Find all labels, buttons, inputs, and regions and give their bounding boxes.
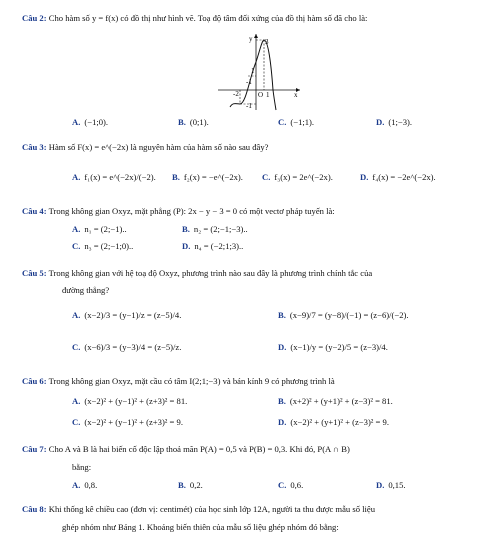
question-7-text: Câu 7: Cho A và B là hai biến cố độc lập thoả mãn P(A) = 0,5 và P(B) = 0,3. Khi đó, P(A ∩ B) (22, 444, 350, 454)
origin-label: O (258, 91, 264, 99)
question-7-text-cont: bằng: (72, 462, 92, 472)
q6-option-c[interactable]: C. (x−2)² + (y−1)² + (z+3)² = 9. (72, 417, 183, 427)
option-letter: C. (72, 241, 81, 251)
function-graph (216, 32, 302, 112)
q4-option-c[interactable]: C. n₃ = (2;−1;0).. (72, 241, 134, 251)
q5-option-c[interactable]: C. (x−6)/3 = (y−3)/4 = (z−5)/z. (72, 342, 182, 352)
option-letter: A. (72, 310, 81, 320)
q4-option-d[interactable]: D. n₄ = (−2;1;3).. (182, 241, 244, 251)
option-letter: C. (72, 342, 81, 352)
option-letter: B. (178, 117, 186, 127)
option-letter: B. (278, 310, 286, 320)
option-letter: A. (72, 117, 81, 127)
option-letter: A. (72, 224, 81, 234)
question-3-text: Câu 3: Hàm số F(x) = e^(−2x) là nguyên hàm của hàm số nào sau đây? (22, 142, 269, 152)
option-letter: D. (278, 417, 287, 427)
q7-option-b[interactable]: B. 0,2. (178, 480, 203, 490)
option-letter: D. (360, 172, 369, 182)
q2-option-d[interactable]: D. (1;−3). (376, 117, 413, 127)
q2-option-a[interactable]: A. (−1;0). (72, 117, 109, 127)
y-tick-3: 3 (265, 38, 269, 46)
q3-option-a[interactable]: A. f₁(x) = e^(−2x)/(−2). (72, 172, 156, 182)
question-8-text-cont: ghép nhóm như Bảng 1. Khoảng biến thiên của mẫu số liệu ghép nhóm đó bằng: (62, 522, 339, 532)
x-tick-minus2: -2 (233, 90, 239, 98)
option-letter: D. (376, 480, 385, 490)
question-2-text: Câu 2: Cho hàm số y = f(x) có đồ thị như hình vẽ. Toạ độ tâm đối xứng của đồ thị hàm số đã cho là: (22, 13, 368, 23)
x-tick-1: 1 (266, 91, 270, 99)
q2-option-b[interactable]: B. (0;1). (178, 117, 209, 127)
q7-option-d[interactable]: D. 0,15. (376, 480, 406, 490)
option-letter: B. (172, 172, 180, 182)
q6-option-b[interactable]: B. (x+2)² + (y+1)² + (z−3)² = 81. (278, 396, 393, 406)
question-4-text: Câu 4: Trong không gian Oxyz, mặt phẳng (P): 2x − y − 3 = 0 có một vectơ pháp tuyến là: (22, 206, 335, 216)
question-5-text-cont: đường thẳng? (62, 285, 110, 295)
option-letter: C. (72, 417, 81, 427)
q4-option-b[interactable]: B. n₂ = (2;−1;−3).. (182, 224, 248, 234)
option-letter: C. (278, 480, 287, 490)
option-letter: A. (72, 172, 81, 182)
q5-option-d[interactable]: D. (x−1)/y = (y−2)/5 = (z−3)/4. (278, 342, 388, 352)
option-letter: C. (278, 117, 287, 127)
q6-option-a[interactable]: A. (x−2)² + (y−1)² + (z+3)² = 81. (72, 396, 188, 406)
option-letter: B. (278, 396, 286, 406)
option-letter: B. (182, 224, 190, 234)
y-tick-minus1-below: -1 (246, 102, 252, 110)
option-letter: C. (262, 172, 271, 182)
q3-option-b[interactable]: B. f₂(x) = −e^(−2x). (172, 172, 243, 182)
q2-option-c[interactable]: C. (−1;1). (278, 117, 315, 127)
q5-option-a[interactable]: A. (x−2)/3 = (y−1)/z = (z−5)/4. (72, 310, 182, 320)
option-letter: A. (72, 396, 81, 406)
option-letter: B. (178, 480, 186, 490)
x-axis-label: x (294, 91, 298, 99)
q7-option-c[interactable]: C. 0,6. (278, 480, 304, 490)
option-letter: D. (182, 241, 191, 251)
q5-option-b[interactable]: B. (x−9)/7 = (y−8)/(−1) = (z−6)/(−2). (278, 310, 409, 320)
question-6-text: Câu 6: Trong không gian Oxyz, mặt cầu có tâm I(2;1;−3) và bán kính 9 có phương trình là (22, 376, 335, 386)
question-8-text: Câu 8: Khi thống kê chiều cao (đơn vị: centimét) của học sinh lớp 12A, người ta thu được mẫu số liệu (22, 504, 376, 514)
y-tick-1: 1 (251, 67, 255, 75)
option-letter: D. (278, 342, 287, 352)
q3-option-d[interactable]: D. f₄(x) = −2e^(−2x). (360, 172, 436, 182)
q3-option-c[interactable]: C. f₃(x) = 2e^(−2x). (262, 172, 333, 182)
q4-option-a[interactable]: A. n₁ = (2;−1).. (72, 224, 127, 234)
y-tick-minus1-left: -1 (246, 78, 252, 86)
q7-option-a[interactable]: A. 0,8. (72, 480, 98, 490)
question-5-text: Câu 5: Trong không gian với hệ toạ độ Oxyz, phương trình nào sau đây là phương trình chính tắc của (22, 268, 373, 278)
option-letter: D. (376, 117, 385, 127)
y-axis-label: y (249, 35, 253, 43)
option-letter: A. (72, 480, 81, 490)
q6-option-d[interactable]: D. (x−2)² + (y+1)² + (z−3)² = 9. (278, 417, 389, 427)
